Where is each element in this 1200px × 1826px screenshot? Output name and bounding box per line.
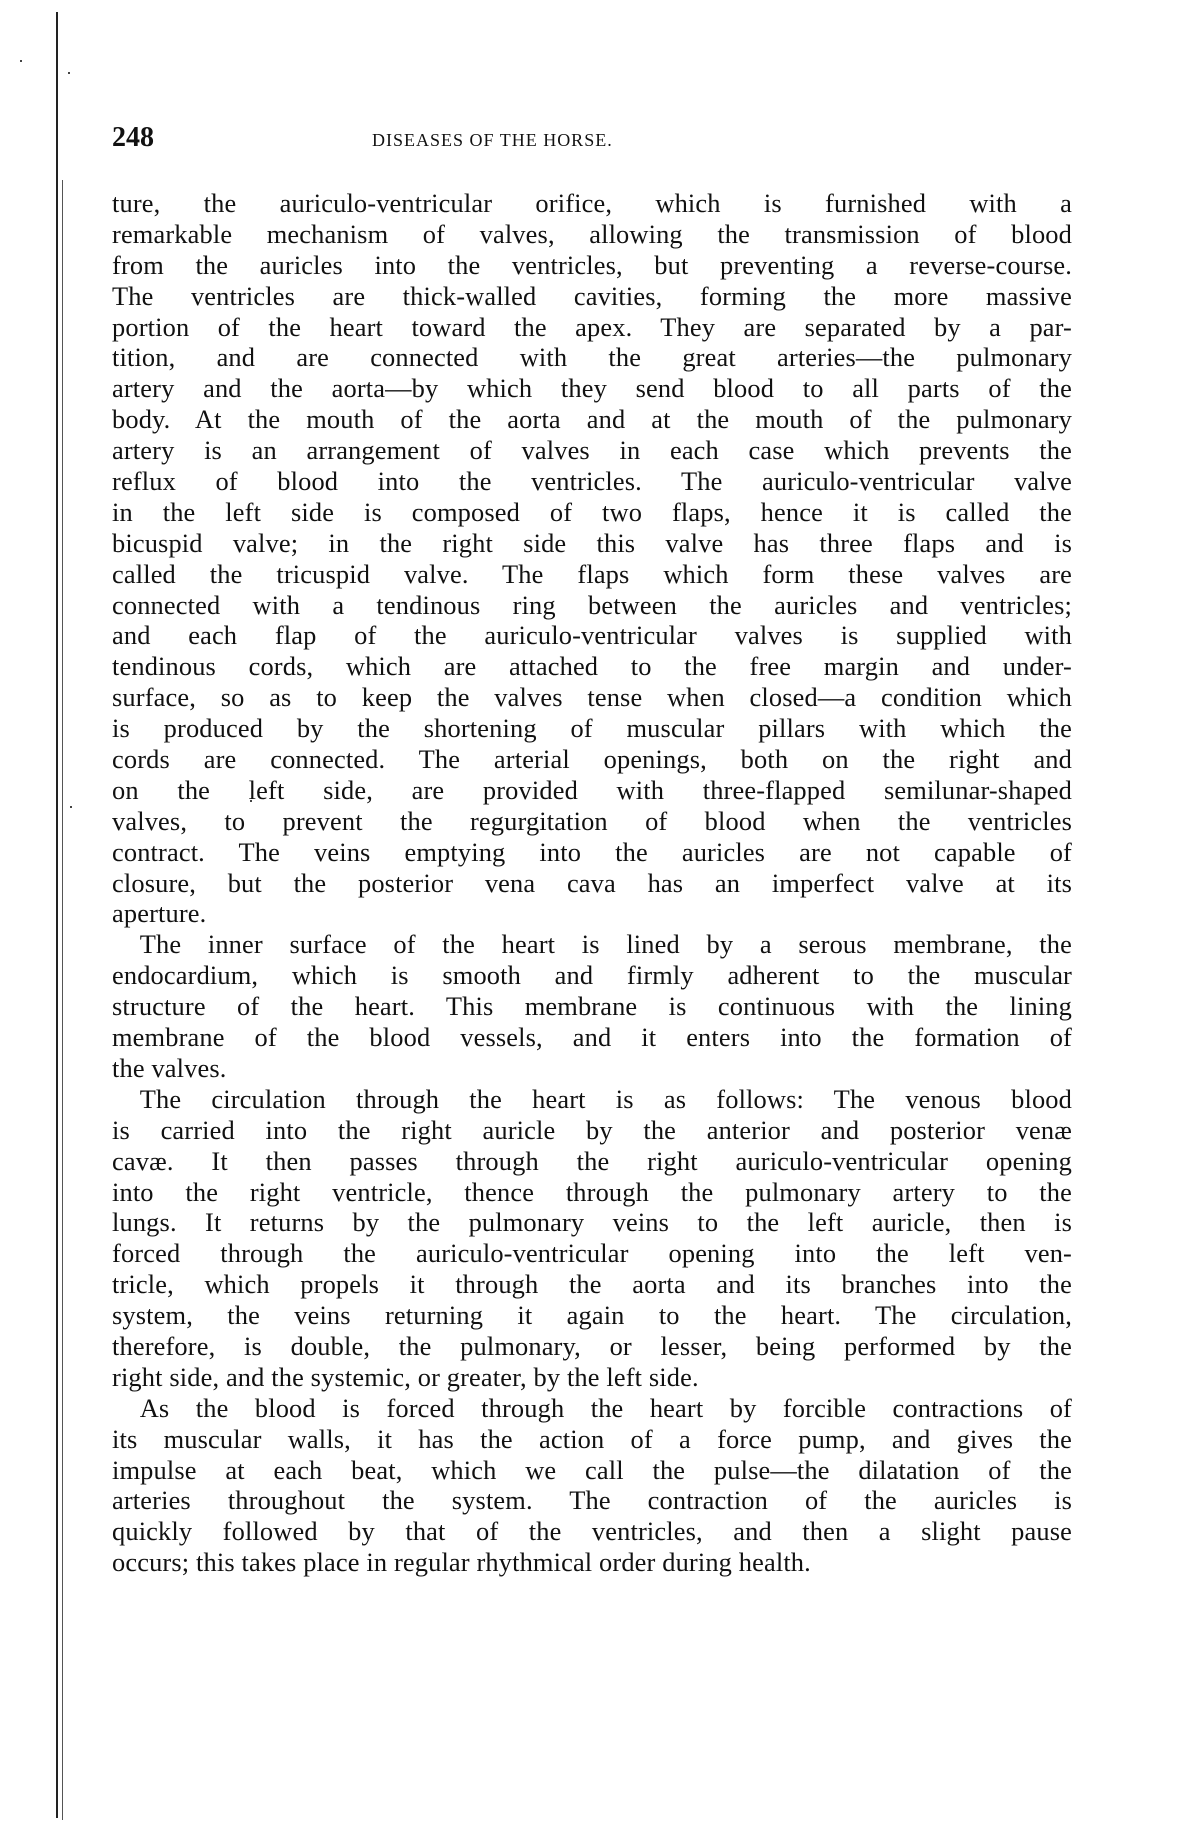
text-line: body. At the mouth of the aorta and at the mouth of the pulmonary: [112, 404, 1072, 435]
text-line: system, the veins returning it again to the heart. The circulation,: [112, 1300, 1072, 1331]
text-line: The circulation through the heart is as follows: The venous blood: [139, 1083, 1072, 1114]
body-text: [112, 188, 1072, 1578]
paragraph: [112, 188, 1072, 929]
text-line: contract. The veins emptying into the auricles are not capable of: [112, 836, 1072, 867]
text-line: called the tricuspid valve. The flaps which form these valves are: [112, 558, 1072, 589]
text-line: is carried into the right auricle by the anterior and posterior venæ: [112, 1114, 1072, 1145]
text-line: therefore, is double, the pulmonary, or lesser, being performed by the: [112, 1330, 1072, 1361]
scan-speck: [68, 72, 70, 74]
text-line: arteries throughout the system. The contraction of the auricles is: [112, 1485, 1072, 1516]
text-line: closure, but the posterior vena cava has an imperfect valve at its: [112, 867, 1072, 898]
text-line: The ventricles are thick-walled cavities, forming the more massive: [112, 280, 1072, 311]
text-line: endocardium, which is smooth and firmly adherent to the muscular: [112, 960, 1072, 991]
text-line: connected with a tendinous ring between the auricles and ventricles;: [112, 589, 1072, 620]
text-line: artery is an arrangement of valves in each case which prevents the: [112, 435, 1072, 466]
paragraph: [112, 929, 1072, 1083]
scan-speck: [70, 806, 72, 808]
scan-binding-edge-faint: [62, 180, 63, 1820]
text-line: impulse at each beat, which we call the pulse—the dilatation of the: [112, 1454, 1072, 1485]
text-line: forced through the auriculo-ventricular opening into the left ven-: [112, 1238, 1072, 1269]
text-line: surface, so as to keep the valves tense when closed—a condition which: [112, 682, 1072, 713]
text-line: from the auricles into the ventricles, but preventing a reverse-course.: [112, 249, 1072, 280]
text-line: cavæ. It then passes through the right auriculo-ventricular opening: [112, 1145, 1072, 1176]
text-line: aperture.: [112, 898, 207, 929]
book-page: [112, 122, 1072, 1578]
text-line: on the left side, are provided with three-flapped semilunar-shaped: [112, 774, 1072, 805]
text-line: bicuspid valve; in the right side this valve has three flaps and is: [112, 527, 1072, 558]
text-line: quickly followed by that of the ventricles, and then a slight pause: [112, 1516, 1072, 1547]
running-head: [112, 122, 1072, 166]
text-line: cords are connected. The arterial openings, both on the right and: [112, 744, 1072, 775]
text-line: into the right ventricle, thence through the pulmonary artery to the: [112, 1176, 1072, 1207]
text-line: ture, the auriculo-ventricular orifice, which is furnished with a: [112, 188, 1072, 218]
text-line: membrane of the blood vessels, and it enters into the formation of: [112, 1022, 1072, 1053]
text-line: The inner surface of the heart is lined by a serous membrane, the: [139, 929, 1072, 960]
text-line: the valves.: [112, 1052, 227, 1083]
scan-speck: [20, 60, 22, 62]
paragraph: [112, 1393, 1072, 1578]
text-line: and each flap of the auriculo-ventricular valves is supplied with: [112, 620, 1072, 651]
text-line: artery and the aorta—by which they send blood to all parts of the: [112, 373, 1072, 404]
text-line: is produced by the shortening of muscular pillars with which the: [112, 713, 1072, 744]
text-line: valves, to prevent the regurgitation of blood when the ventricles: [112, 805, 1072, 836]
text-line: tricle, which propels it through the aorta and its branches into the: [112, 1269, 1072, 1300]
running-title: DISEASES OF THE HORSE.: [372, 130, 613, 150]
text-line: lungs. It returns by the pulmonary veins to the left auricle, then is: [112, 1207, 1072, 1238]
scan-binding-edge: [56, 12, 58, 1818]
text-line: right side, and the systemic, or greater, by the left side.: [112, 1361, 699, 1392]
paragraph: [112, 1084, 1072, 1393]
text-line: structure of the heart. This membrane is continuous with the lining: [112, 991, 1072, 1022]
text-line: portion of the heart toward the apex. They are separated by a par-: [112, 311, 1072, 342]
text-line: occurs; this takes place in regular rhythmical order during health.: [112, 1547, 811, 1578]
text-line: remarkable mechanism of valves, allowing the transmission of blood: [112, 218, 1072, 249]
text-line: tition, and are connected with the great arteries—the pulmonary: [112, 342, 1072, 373]
text-line: its muscular walls, it has the action of a force pump, and gives the: [112, 1423, 1072, 1454]
page-number: 248: [112, 122, 154, 153]
text-line: in the left side is composed of two flaps, hence it is called the: [112, 496, 1072, 527]
text-line: tendinous cords, which are attached to the free margin and under-: [112, 651, 1072, 682]
text-line: reflux of blood into the ventricles. The auriculo-ventricular valve: [112, 466, 1072, 497]
text-line: As the blood is forced through the heart by forcible contractions of: [139, 1392, 1072, 1423]
